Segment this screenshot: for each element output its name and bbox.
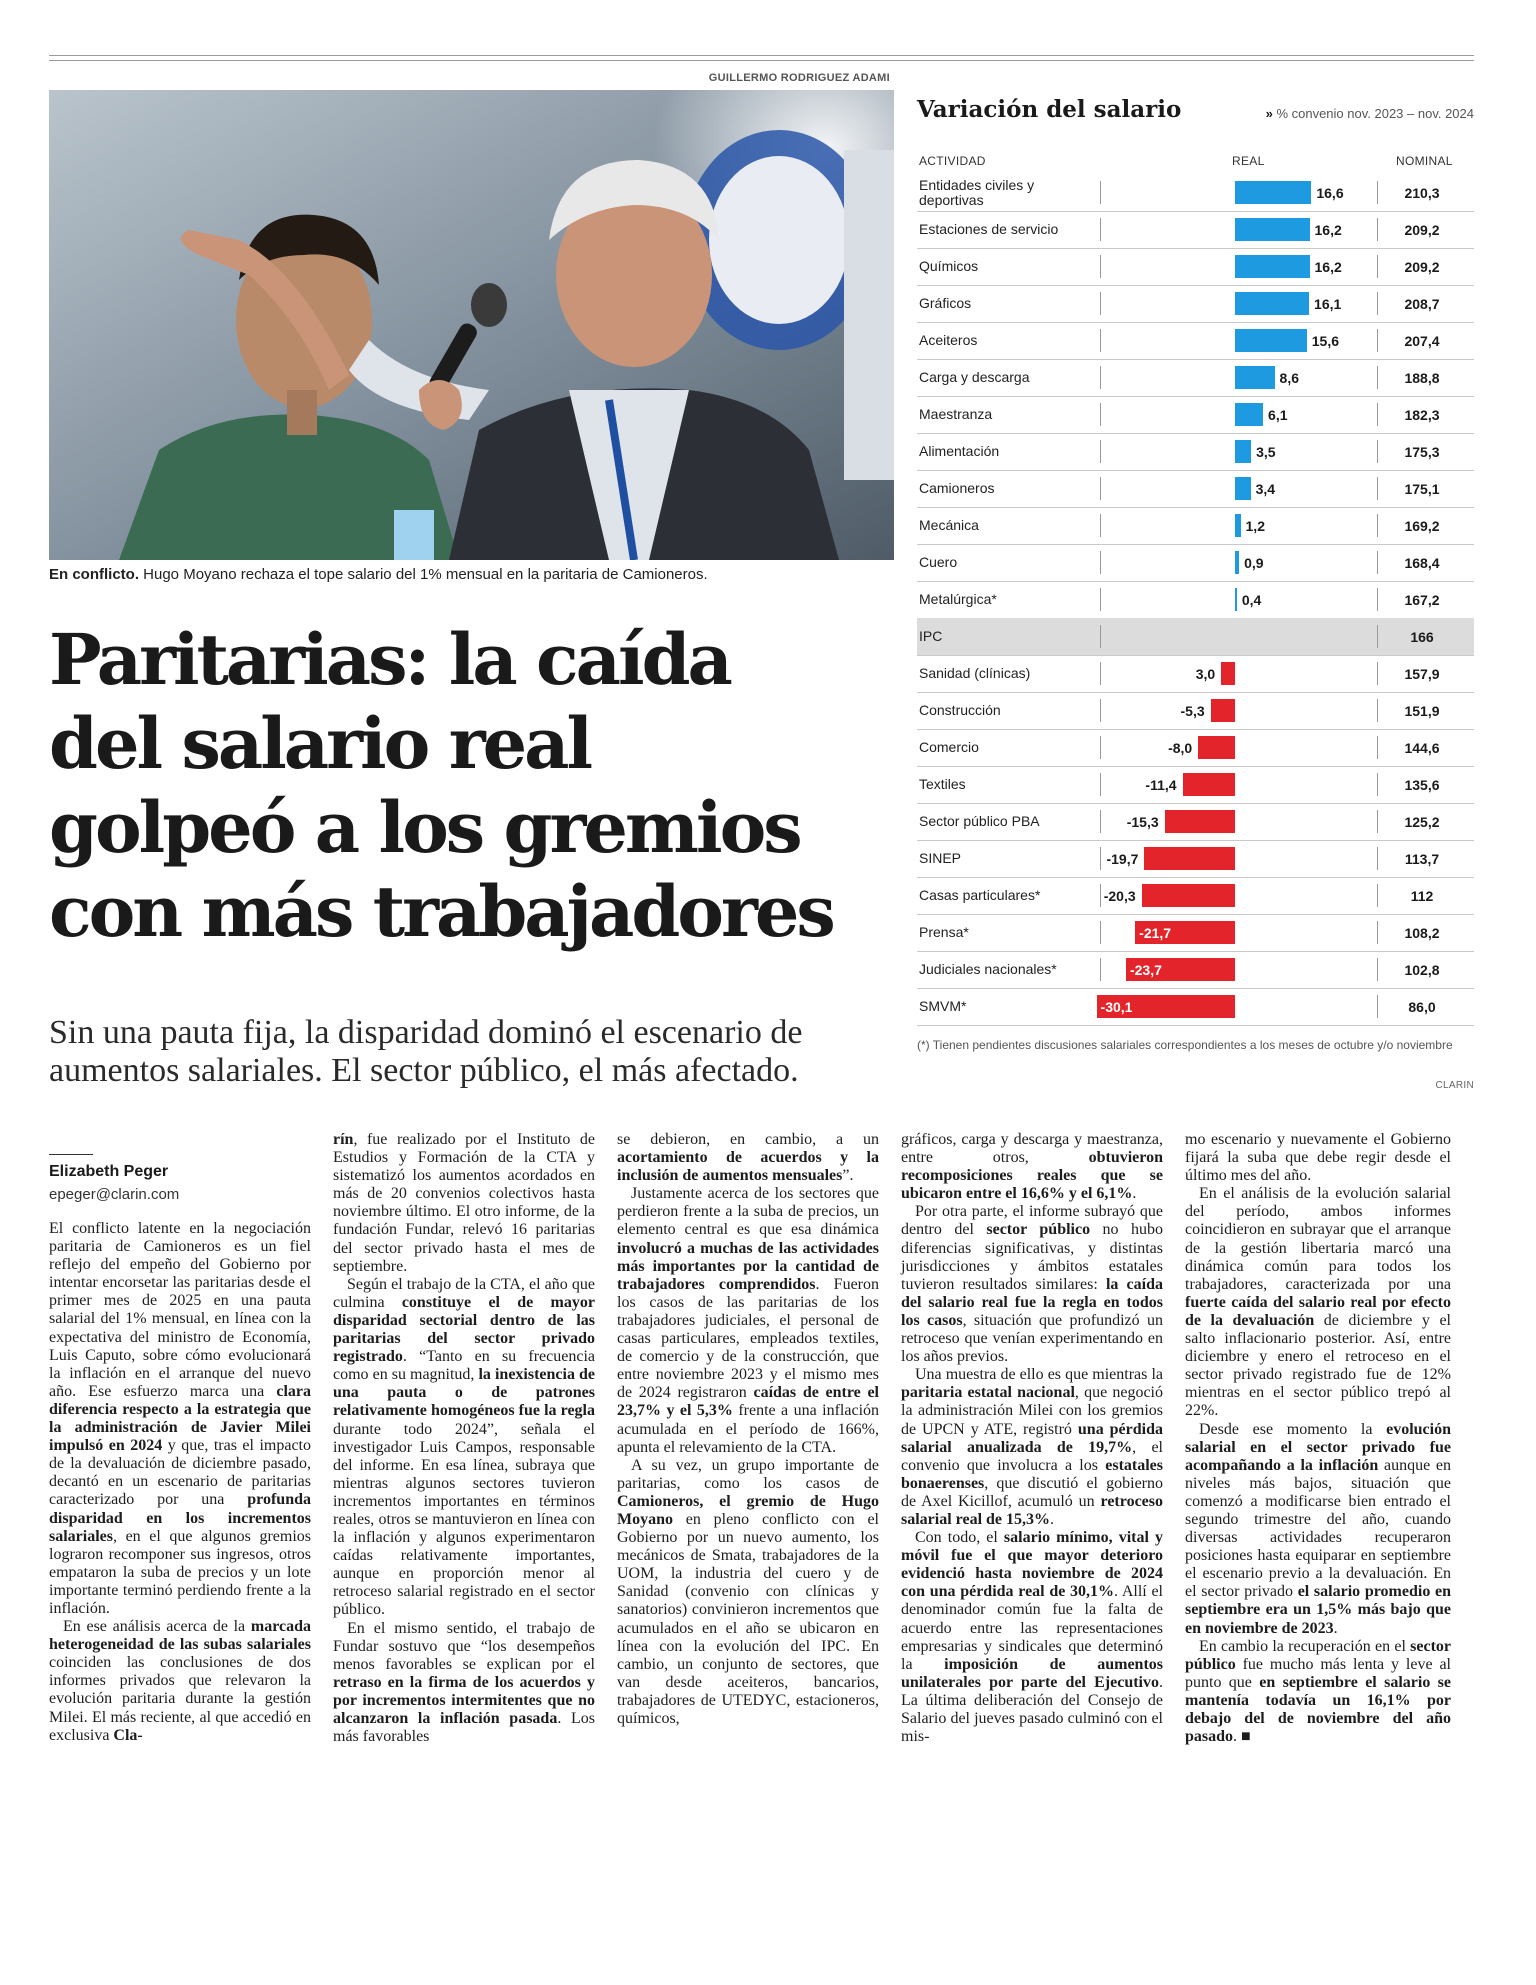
bold-text: obtuvieron recomposiciones reales que se ubicaron entre el 16,6% y el 6,1% xyxy=(901,1149,1163,1203)
chart-real-value: 0,4 xyxy=(1241,591,1262,608)
chart-divider xyxy=(1100,625,1101,648)
article-paragraph xyxy=(49,1220,311,1618)
chart-divider xyxy=(1100,921,1101,944)
text-run: . La última deliberación del Consejo de Salario del jueves pasado culminó con el mis- xyxy=(901,1673,1163,1746)
chart-row xyxy=(917,803,1474,841)
chart-real-value: 3,4 xyxy=(1255,480,1276,497)
chart-nominal-value: 209,2 xyxy=(1404,221,1440,238)
chart-bar xyxy=(1235,329,1307,352)
subheadline-line: Sin una pauta fija, la disparidad dominó el escenario de xyxy=(49,1014,803,1051)
chart-category-label: Entidades civiles y deportivas xyxy=(919,176,1035,208)
chart-source: CLARIN xyxy=(1435,1080,1474,1091)
text-run: aunque en niveles más bajos, situación que comenzó a modificarse bien entrado el segundo trimestre del año, cuando diversas actividades recuperaron posiciones hasta equiparar en septiembre el escenario previo a la devaluación. En el sector privado xyxy=(1185,1456,1452,1601)
chart-row xyxy=(917,322,1474,360)
chart-real-value: 3,5 xyxy=(1256,443,1276,460)
chart-divider xyxy=(1100,255,1101,278)
chart-nominal-value: 166 xyxy=(1410,628,1434,645)
chart-bar xyxy=(1165,810,1235,833)
chart-divider xyxy=(1377,625,1378,648)
chart-category-label: SMVM* xyxy=(919,998,967,1014)
chart-divider xyxy=(1100,218,1101,241)
article-column-3 xyxy=(617,1131,879,1728)
bold-text: sector público xyxy=(986,1221,1091,1239)
text-run: Con todo, el xyxy=(915,1529,1004,1547)
text-run: , que discutió el gobierno de Axel Kicillof, acumuló un xyxy=(901,1474,1163,1510)
text-run: no hubo diferencias significativas, y distintas jurisdicciones y ámbitos estatales tuvieron resultados similares: xyxy=(901,1221,1164,1293)
text-run: . Allí el denominador común fue la falta de acuerdo entre las representaciones empresarias y sindicales que determinó la xyxy=(901,1583,1163,1673)
chart-nominal-value: 167,2 xyxy=(1404,591,1440,608)
chart-category-label: Prensa* xyxy=(919,924,969,940)
text-run: Justamente acerca de los sectores que perdieron frente a la suba de precios, un elemento central es que esa dinámica xyxy=(617,1185,879,1239)
column-header-activity: ACTIVIDAD xyxy=(919,154,986,168)
photo-credit: GUILLERMO RODRIGUEZ ADAMI xyxy=(708,72,890,84)
chart-nominal-value: 86,0 xyxy=(1408,998,1436,1015)
text-run: . xyxy=(1333,1619,1338,1637)
chart-divider xyxy=(1377,366,1378,389)
chart-divider xyxy=(1377,995,1378,1018)
chart-nominal-value: 182,3 xyxy=(1404,406,1440,423)
text-run: de diciembre y el salto inflacionario posterior. Así, entre diciembre y enero el retroceso en el sector privado registrado fue de 12% mientras en el sector público trepó al 22%. xyxy=(1185,1311,1451,1420)
bold-text: acortamiento de acuerdos y la inclusión de aumentos mensuales xyxy=(617,1149,879,1185)
chart-bar xyxy=(1235,403,1263,426)
chart-divider xyxy=(1100,810,1101,833)
bold-text: estatales bonaerenses xyxy=(901,1456,1163,1492)
article-paragraph xyxy=(901,1131,1163,1203)
text-run: En cambio la recuperación en el xyxy=(1199,1637,1411,1655)
text-run: fue mucho más lenta y leve al punto que xyxy=(1185,1655,1451,1691)
chart-bar xyxy=(1235,218,1310,241)
chart-category-label: Casas particulares* xyxy=(919,887,1041,903)
text-run: , el convenio que involucra a los xyxy=(901,1438,1163,1474)
bold-text: retraso en la firma de los acuerdos y por incrementos intermitentes que no alcanzaron la inflación pasada xyxy=(333,1673,595,1727)
chart-row xyxy=(917,840,1474,878)
article-paragraph xyxy=(901,1366,1163,1529)
author-name: Elizabeth Peger xyxy=(49,1163,169,1180)
bold-text: profunda disparidad en los incrementos salariales xyxy=(49,1491,311,1545)
chart-category-label: Químicos xyxy=(919,258,979,274)
chart-category-label: Judiciales nacionales* xyxy=(919,961,1057,977)
caption-text: Hugo Moyano rechaza el tope salario del 1% mensual en la paritaria de Camioneros. xyxy=(139,566,708,583)
bold-text: salario mínimo, vital y móvil fue el que mayor deterioro evidenció hasta noviembre de 2024 con una pérdida real de 30,1% xyxy=(901,1529,1163,1601)
bold-text: la caída del salario real fue la regla en todos los casos xyxy=(901,1275,1164,1329)
chart-real-value: 16,6 xyxy=(1316,184,1344,201)
text-run: . Los más favorables xyxy=(333,1710,596,1746)
headline-line: con más trabajadores xyxy=(49,870,833,953)
chart-divider xyxy=(1377,958,1378,981)
chart-divider xyxy=(1100,662,1101,685)
chart-nominal-value: 151,9 xyxy=(1404,702,1440,719)
text-run: gráficos, carga y descarga y maestranza, entre otros, xyxy=(901,1131,1163,1167)
chart-real-value: 1,2 xyxy=(1245,517,1265,534)
byline-rule xyxy=(49,1154,93,1155)
chart-category-label: Cuero xyxy=(919,554,958,570)
text-run: Desde ese momento la xyxy=(1199,1420,1387,1438)
text-run: y que, tras el impacto de la devaluación de diciembre pasado, decantó en un escenario de paritarias caracterizado por una xyxy=(49,1437,311,1509)
chart-divider xyxy=(1377,255,1378,278)
subheadline-line: aumentos salariales. El sector público, el más afectado. xyxy=(49,1052,799,1089)
photo-illustration xyxy=(49,90,894,560)
chart-real-value: 8,6 xyxy=(1279,369,1300,386)
chart-divider xyxy=(1100,181,1101,204)
chart-nominal-value: 175,1 xyxy=(1404,480,1440,497)
chart-divider xyxy=(1100,699,1101,722)
bold-text: caídas de entre el 23,7% y el 5,3% xyxy=(617,1384,879,1420)
chart-category-label: Textiles xyxy=(919,776,966,792)
chart-category-label: Carga y descarga xyxy=(919,369,1030,385)
chart-divider xyxy=(1100,884,1101,907)
headline-line: golpeó a los gremios xyxy=(49,786,800,869)
author-email[interactable]: epeger@clarin.com xyxy=(49,1186,180,1203)
chart-divider xyxy=(1377,218,1378,241)
article-paragraph xyxy=(333,1620,595,1747)
chart-row xyxy=(917,988,1474,1026)
text-run: frente a una inflación acumulada en el período de 166%, apunta el relevamiento de la CTA. xyxy=(617,1402,880,1456)
chart-real-value: -19,7 xyxy=(1106,850,1139,867)
chart-row xyxy=(917,174,1474,212)
chart-real-value: 6,1 xyxy=(1268,406,1288,423)
chart-title: Variación del salario xyxy=(917,96,1182,123)
chart-divider xyxy=(1377,810,1378,833)
column-header-real: REAL xyxy=(1232,154,1265,168)
chart-real-value: 16,1 xyxy=(1314,295,1342,312)
chart-divider xyxy=(1100,958,1101,981)
text-run: . “Tanto en su frecuencia como en su magnitud, xyxy=(333,1348,595,1384)
text-run: . xyxy=(1050,1510,1055,1528)
bold-text: en septiembre el salario se mantenía todavía un 16,1% por debajo del de noviembre del año pasado xyxy=(1185,1673,1451,1746)
chart-divider xyxy=(1377,181,1378,204)
chart-nominal-value: 135,6 xyxy=(1404,776,1440,793)
article-paragraph xyxy=(1185,1638,1451,1747)
article-column-5 xyxy=(1185,1131,1451,1746)
chart-real-value: 16,2 xyxy=(1314,221,1342,238)
text-run: . xyxy=(1132,1185,1137,1203)
chart-row xyxy=(917,877,1474,915)
chart-bar xyxy=(1235,255,1310,278)
chart-category-label: Alimentación xyxy=(919,443,1000,459)
bold-text: marcada heterogeneidad de las subas salariales xyxy=(49,1618,311,1654)
bold-text: una pérdida salarial anualizada de 19,7% xyxy=(901,1420,1164,1456)
chart-subtitle-marker: » xyxy=(1265,106,1273,121)
chart-note: (*) Tienen pendientes discusiones salariales correspondientes a los meses de octubre y/o noviembre xyxy=(917,1038,1453,1052)
chart-bar xyxy=(1235,551,1239,574)
top-rule xyxy=(49,55,1474,56)
chart-nominal-value: 108,2 xyxy=(1404,924,1440,941)
text-run: El conflicto latente en la negociación paritaria de Camioneros es un fiel reflejo del empeño del Gobierno por intentar encorsetar las paritarias desde el primer mes de 2025 en una pauta salarial del 1% mensual, en línea con la expectativa del ministro de Economía, Luis Caputo, sobre cómo evolucionará la inflación en el arranque del nuevo año. Ese esfuerzo marca una xyxy=(49,1220,311,1400)
chart-row xyxy=(917,951,1474,989)
article-paragraph xyxy=(617,1185,879,1456)
chart-bar xyxy=(1144,847,1235,870)
chart-nominal-value: 209,2 xyxy=(1404,258,1440,275)
chart-divider xyxy=(1377,847,1378,870)
chart-bar xyxy=(1198,736,1235,759)
chart-bar xyxy=(1235,181,1311,204)
top-rule-secondary xyxy=(49,60,1474,61)
chart-divider xyxy=(1377,551,1378,574)
chart-row xyxy=(917,433,1474,471)
text-run: Una muestra de ello es que mientras la xyxy=(915,1366,1163,1384)
chart-row xyxy=(917,396,1474,434)
chart-divider xyxy=(1100,477,1101,500)
chart-nominal-value: 157,9 xyxy=(1404,665,1440,682)
chart-nominal-value: 102,8 xyxy=(1404,961,1440,978)
chart-real-value: 16,2 xyxy=(1314,258,1342,275)
chart-row xyxy=(917,285,1474,323)
chart-divider xyxy=(1377,477,1378,500)
text-run: Por otra parte, el informe subrayó que dentro del xyxy=(901,1203,1163,1239)
chart-real-value: -5,3 xyxy=(1180,702,1205,719)
text-run: mo escenario y nuevamente el Gobierno fijará la suba que debe regir desde el último mes del año. xyxy=(1185,1131,1451,1185)
chart-nominal-value: 144,6 xyxy=(1404,739,1440,756)
chart-divider xyxy=(1377,884,1378,907)
chart-bar xyxy=(1235,440,1251,463)
bold-text: Camioneros, el gremio de Hugo Moyano xyxy=(617,1492,879,1528)
chart-divider xyxy=(1100,292,1101,315)
bold-text: sector público xyxy=(1185,1637,1451,1673)
text-run: . Fueron los casos de las paritarias de los trabajadores judiciales, el personal de casas particulares, empleados textiles, de comercio y de la construcción, que entre noviembre 2023 y el mismo mes de 2024 registraron xyxy=(617,1275,879,1402)
text-run: , fue realizado por el Instituto de Estudios y Formación de la CTA y sistematizó los aumentos acordados en más de 20 convenios colectivos hasta noviembre último. El otro informe, de la fundación Fundar, relevó 16 paritarias del sector privado hasta el mes de septiembre. xyxy=(333,1131,595,1275)
chart-divider xyxy=(1377,773,1378,796)
chart-divider xyxy=(1377,403,1378,426)
bold-text: evolución salarial en el sector privado fue acompañando a la inflación xyxy=(1185,1420,1451,1474)
chart-divider xyxy=(1100,440,1101,463)
text-run: En ese análisis acerca de la xyxy=(63,1618,251,1636)
text-run: Según el trabajo de la CTA, el año que culmina xyxy=(333,1275,595,1311)
chart-row xyxy=(917,211,1474,249)
chart-row xyxy=(917,507,1474,545)
bold-text: fuerte caída del salario real por efecto de la devaluación xyxy=(1185,1293,1451,1329)
chart-real-value: -30,1 xyxy=(1100,998,1133,1015)
text-run: coinciden las conclusiones de dos informes privados que relevaron la evolución paritaria durante la gestión Milei. El más reciente, al que accedió en exclusiva xyxy=(49,1654,311,1744)
chart-category-label: Sector público PBA xyxy=(919,813,1040,829)
chart-divider xyxy=(1100,773,1101,796)
chart-nominal-value: 125,2 xyxy=(1404,813,1440,830)
headline xyxy=(49,618,909,954)
chart-nominal-value: 112 xyxy=(1410,887,1434,904)
chart-divider xyxy=(1100,514,1101,537)
chart-category-label: Aceiteros xyxy=(919,332,978,348)
chart-divider xyxy=(1100,847,1101,870)
chart-divider xyxy=(1100,366,1101,389)
chart-real-value: -8,0 xyxy=(1168,739,1193,756)
text-run: , en el que algunos gremios lograron recomponer sus ingresos, otros empataron la suba de precios y un lote importante terminó perdiendo frente a la inflación. xyxy=(49,1527,311,1617)
text-run: ”. xyxy=(842,1167,854,1185)
chart-divider xyxy=(1377,440,1378,463)
chart-divider xyxy=(1377,329,1378,352)
bold-text: imposición de aumentos unilaterales por parte del Ejecutivo xyxy=(901,1655,1163,1691)
chart-subtitle xyxy=(1266,106,1474,121)
chart-bar xyxy=(1235,477,1251,500)
chart-row xyxy=(917,581,1474,619)
chart-divider xyxy=(1100,329,1101,352)
article-paragraph xyxy=(333,1131,595,1276)
chart-divider xyxy=(1100,403,1101,426)
chart-real-value: -15,3 xyxy=(1126,813,1159,830)
chart-bar xyxy=(1183,773,1235,796)
chart-row xyxy=(917,359,1474,397)
chart-row xyxy=(917,544,1474,582)
chart-nominal-value: 207,4 xyxy=(1404,332,1440,349)
subheadline xyxy=(49,1014,909,1090)
text-run: A su vez, un grupo importante de paritarias, como los casos de xyxy=(617,1456,879,1492)
chart-divider xyxy=(1100,736,1101,759)
text-run: , situación que profundizó un retroceso que venían experimentando en los años previos. xyxy=(901,1311,1163,1366)
article-paragraph xyxy=(901,1529,1163,1746)
chart-real-value: 3,0 xyxy=(1195,665,1216,682)
caption-lead: En conflicto. xyxy=(49,566,139,583)
bold-text: paritaria estatal nacional xyxy=(901,1384,1075,1402)
article-column-2 xyxy=(333,1131,595,1746)
chart-divider xyxy=(1377,514,1378,537)
bold-text: retroceso salarial real de 15,3% xyxy=(901,1492,1163,1528)
chart-divider xyxy=(1377,588,1378,611)
chart-bar xyxy=(1235,366,1275,389)
chart-category-label: Gráficos xyxy=(919,295,972,311)
headline-line: Paritarias: la caída xyxy=(49,618,730,701)
chart-row xyxy=(917,766,1474,804)
article-paragraph xyxy=(49,1618,311,1745)
chart-bar xyxy=(1235,588,1237,611)
chart-nominal-value: 208,7 xyxy=(1404,295,1440,312)
chart-divider xyxy=(1377,662,1378,685)
chart-row xyxy=(917,470,1474,508)
text-run: En el análisis de la evolución salarial del período, ambos informes coincidieron en subrayar que el arranque de la gestión libertaria marcó una dinámica común para todos los trabajadores, caracterizada por una xyxy=(1185,1185,1451,1293)
news-photo xyxy=(49,90,894,560)
chart-bar xyxy=(1235,292,1309,315)
bold-text: la inexistencia de una pauta o de patrones relativamente homogéneos fue la regla xyxy=(333,1366,596,1420)
chart-row xyxy=(917,914,1474,952)
chart-nominal-value: 113,7 xyxy=(1404,850,1440,867)
chart-row xyxy=(917,729,1474,767)
chart-row xyxy=(917,692,1474,730)
chart-divider xyxy=(1100,551,1101,574)
text-run: se debieron, en cambio, a un xyxy=(617,1131,879,1148)
chart-nominal-value: 188,8 xyxy=(1404,369,1440,386)
chart-category-label: Comercio xyxy=(919,739,979,755)
chart-category-label: Construcción xyxy=(919,702,1001,718)
chart-divider xyxy=(1377,699,1378,722)
article-paragraph xyxy=(1185,1185,1451,1420)
text-run: En el mismo sentido, el trabajo de Fundar sostuvo que “los desempeños menos favorables se explican por el xyxy=(333,1619,595,1673)
chart-divider xyxy=(1100,588,1101,611)
chart-real-value: -21,7 xyxy=(1139,924,1172,941)
chart-divider xyxy=(1377,736,1378,759)
bold-text: rín xyxy=(333,1131,354,1148)
chart-row xyxy=(917,655,1474,693)
chart-bar xyxy=(1211,699,1235,722)
chart-row xyxy=(917,618,1474,656)
chart-category-label: Metalúrgica* xyxy=(919,591,997,607)
chart-category-label: IPC xyxy=(919,628,943,644)
text-run: . ■ xyxy=(1233,1728,1251,1746)
chart-bar xyxy=(1221,662,1235,685)
chart-real-value: -23,7 xyxy=(1129,961,1162,978)
chart-nominal-value: 175,3 xyxy=(1404,443,1440,460)
chart-real-value: 0,9 xyxy=(1244,554,1264,571)
column-header-nominal: NOMINAL xyxy=(1396,154,1453,168)
chart-divider xyxy=(1377,921,1378,944)
article-paragraph xyxy=(617,1131,879,1185)
chart-real-value: -11,4 xyxy=(1145,776,1177,793)
bold-text: involucró a muchas de las actividades más importantes por la cantidad de trabajadores comprendidos xyxy=(617,1239,879,1293)
photo-caption xyxy=(49,566,894,583)
chart-nominal-value: 210,3 xyxy=(1404,184,1440,201)
chart-bar xyxy=(1235,514,1241,537)
bold-text: clara diferencia respecto a la estrategia que la administración de Javier Milei impulsó en 2024 xyxy=(49,1382,311,1455)
chart-category-label: Estaciones de servicio xyxy=(919,221,1059,237)
bold-text: el salario promedio en septiembre era un 1,5% más bajo que en noviembre de 2023 xyxy=(1185,1583,1451,1637)
chart-category-label: Sanidad (clínicas) xyxy=(919,665,1031,681)
bold-text: constituye el de mayor disparidad sectorial dentro de las paritarias del sector privado registrado xyxy=(333,1293,595,1366)
article-paragraph xyxy=(1185,1421,1451,1638)
article-paragraph xyxy=(333,1276,595,1620)
chart-nominal-value: 169,2 xyxy=(1404,517,1440,534)
bold-text: Cla- xyxy=(113,1726,143,1744)
chart-category-label: Camioneros xyxy=(919,480,995,496)
article-column-1 xyxy=(49,1220,311,1745)
chart-nominal-value: 168,4 xyxy=(1404,554,1440,571)
chart-bar xyxy=(1142,884,1235,907)
article-paragraph xyxy=(617,1457,879,1728)
chart-category-label: Maestranza xyxy=(919,406,993,422)
chart-subtitle-text: % convenio nov. 2023 – nov. 2024 xyxy=(1272,106,1474,121)
chart-divider xyxy=(1377,292,1378,315)
text-run: , que negoció la administración Milei con los gremios de UPCN y ATE, registró xyxy=(901,1384,1163,1438)
article-paragraph xyxy=(1185,1131,1451,1185)
article-paragraph xyxy=(901,1203,1163,1366)
chart-real-value: 15,6 xyxy=(1311,332,1339,349)
text-run: durante todo 2024”, señala el investigador Luis Campos, responsable del informe. En esa línea, subraya que mientras algunos sectores tuvieron incrementos importantes en términos reales, otros se mantuvieron en línea con la inflación y algunos experimentaron caídas relativamente importantes, aunque en proporción menor al retroceso salarial registrado en el sector público. xyxy=(333,1420,595,1619)
chart-category-label: SINEP xyxy=(919,850,962,866)
headline-line: del salario real xyxy=(49,702,591,785)
text-run: en pleno conflicto con el Gobierno por un nuevo aumento, los mecánicos de Smata, trabajadores de la UOM, la industria del cuero y de Sanidad (convenio con clínicas y sanatorios) convinieron incrementos que acumulados en el año se ubicaron en línea con la evolución del IPC. En cambio, un conjunto de sectores, que van desde aceiteros, bancarios, trabajadores de UTEDYC, estacioneros, químicos, xyxy=(617,1510,879,1727)
chart-category-label: Mecánica xyxy=(919,517,979,533)
chart-real-value: -20,3 xyxy=(1103,887,1136,904)
chart-row xyxy=(917,248,1474,286)
article-column-4 xyxy=(901,1131,1163,1746)
